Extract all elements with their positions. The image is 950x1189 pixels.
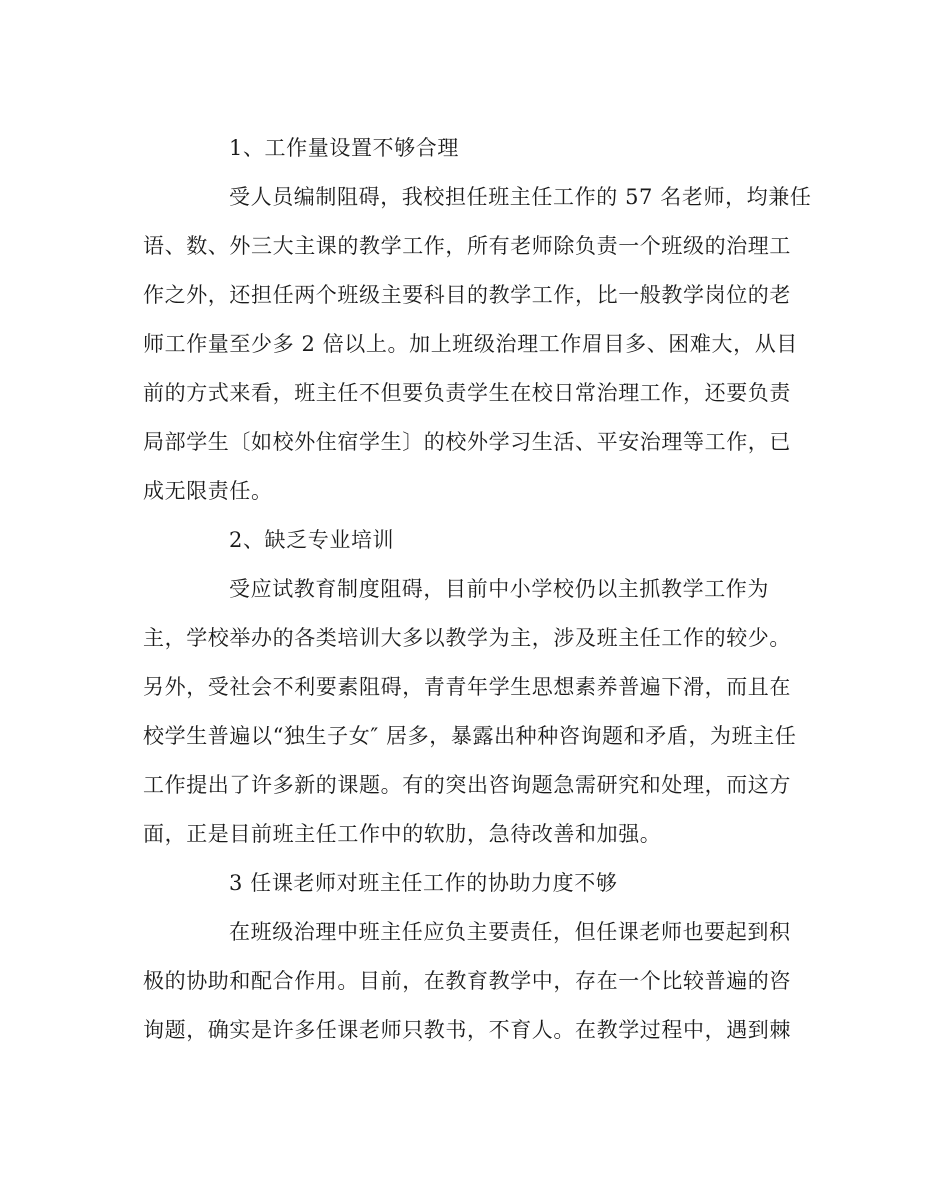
paragraph-line: 前的方式来看，班主任不但要负责学生在校日常治理工作，还要负责 — [143, 381, 791, 405]
paragraph-line: 师工作量至少多 2 倍以上。加上班级治理工作眉目多、困难大，从目 — [143, 332, 798, 356]
paragraph-line: 主，学校举办的各类培训大多以教学为主，涉及班主任工作的较少。 — [143, 626, 791, 650]
paragraph-line: 语、数、外三大主课的教学工作，所有老师除负责一个班级的治理工 — [143, 234, 791, 258]
paragraph-line: 局部学生〔如校外住宿学生〕的校外学习生活、平安治理等工作，已 — [143, 430, 791, 454]
paragraph-line: 作之外，还担任两个班级主要科目的教学工作，比一般教学岗位的老 — [143, 283, 791, 307]
paragraph-line: 在班级治理中班主任应负主要责任，但任课老师也要起到积 — [229, 920, 791, 944]
paragraph-line: 工作提出了许多新的课题。有的突出咨询题急需研究和处理，而这方 — [143, 773, 791, 797]
section-heading-3: 3 任课老师对班主任工作的协助力度不够 — [229, 871, 618, 895]
paragraph-line: 询题，确实是许多任课老师只教书，不育人。在教学过程中，遇到棘 — [143, 1018, 791, 1042]
paragraph-line: 受应试教育制度阻碍，目前中小学校仍以主抓教学工作为 — [229, 577, 769, 601]
paragraph-line: 极的协助和配合作用。目前，在教育教学中，存在一个比较普遍的咨 — [143, 969, 791, 993]
paragraph-line: 校学生普遍以“独生子女″ 居多，暴露出种种咨询题和矛盾，为班主任 — [143, 724, 797, 748]
paragraph-line: 受人员编制阻碍，我校担任班主任工作的 57 名老师，均兼任 — [229, 185, 812, 209]
paragraph-line: 面，正是目前班主任工作中的软肋，急待改善和加强。 — [143, 822, 662, 846]
paragraph-line: 成无限责任。 — [143, 479, 273, 503]
paragraph-line: 另外，受社会不利要素阻碍，青青年学生思想素养普遍下滑，而且在 — [143, 675, 791, 699]
section-heading-2: 2、缺乏专业培训 — [229, 528, 395, 552]
section-heading-1: 1、工作量设置不够合理 — [229, 136, 459, 160]
